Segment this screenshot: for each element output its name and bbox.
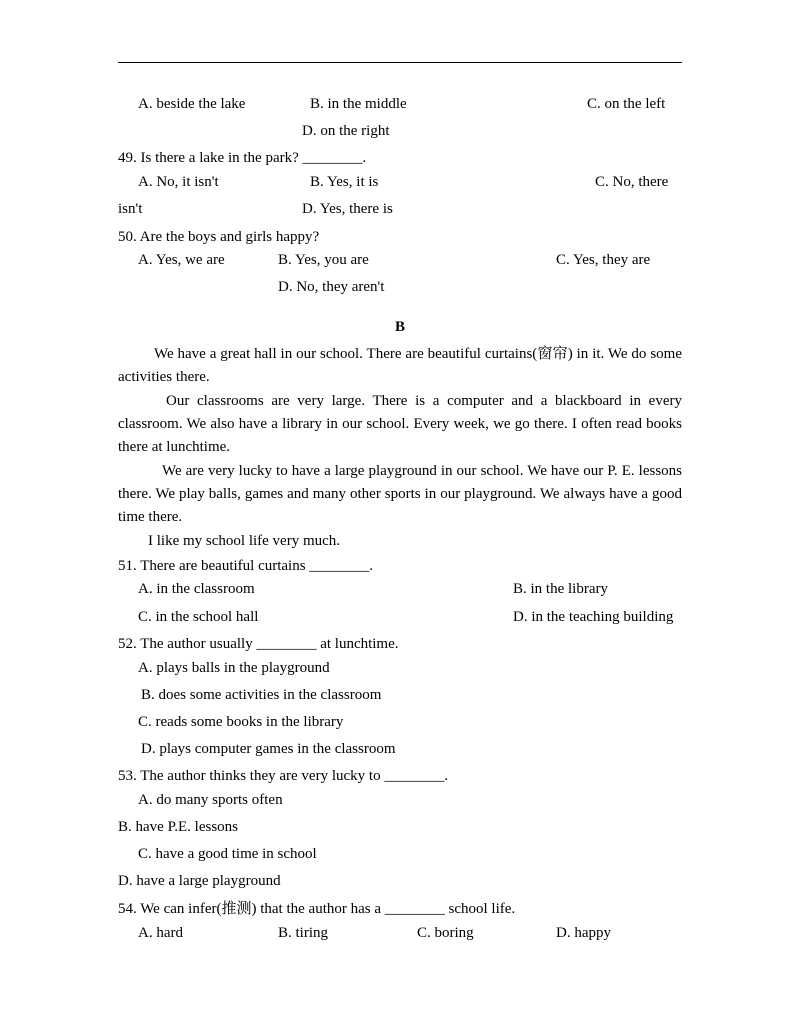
q49-option-c-continued: isn't: [118, 201, 143, 217]
q48-option-c: C. on the left: [587, 96, 666, 112]
q52-option-d: D. plays computer games in the classroom: [141, 741, 396, 757]
q49-option-d: D. Yes, there is: [302, 201, 393, 217]
q50-option-c: C. Yes, they are: [556, 252, 651, 268]
q51-option-c: C. in the school hall: [138, 609, 259, 625]
q50-option-b: B. Yes, you are: [278, 252, 369, 268]
q49-option-b: B. Yes, it is: [310, 174, 379, 190]
q54-stem: 54. We can infer(推测) that the author has a ________ school life.: [118, 901, 516, 917]
q50-option-a: A. Yes, we are: [138, 252, 225, 268]
q51-option-a: A. in the classroom: [138, 581, 255, 597]
passage-paragraph-2: Our classrooms are very large. There is a computer and a blackboard in every classroom. We also have a library in our school. Every week, we go there. I often read books there at lunchtime.: [118, 393, 682, 455]
q54-option-b: B. tiring: [278, 925, 329, 941]
header-rule: [118, 62, 682, 63]
q52-stem: 52. The author usually ________ at lunchtime.: [118, 636, 399, 652]
q54-option-c: C. boring: [417, 925, 474, 941]
q49-option-a: A. No, it isn't: [138, 174, 219, 190]
passage-paragraph-3: We are very lucky to have a large playground in our school. We have our P. E. lessons there. We play balls, games and many other sports in our playground. We always have a good time there.: [118, 463, 682, 525]
q53-stem: 53. The author thinks they are very lucky to ________.: [118, 768, 449, 784]
q53-option-a: A. do many sports often: [138, 792, 283, 808]
q52-option-a: A. plays balls in the playground: [138, 660, 330, 676]
passage-paragraph-1: We have a great hall in our school. There are beautiful curtains(窗帘) in it. We do some activities there.: [118, 346, 682, 385]
q50-stem: 50. Are the boys and girls happy?: [118, 229, 320, 245]
q53-option-b: B. have P.E. lessons: [118, 819, 238, 835]
q52-option-c: C. reads some books in the library: [138, 714, 344, 730]
q48-option-a: A. beside the lake: [138, 96, 246, 112]
q50-option-d: D. No, they aren't: [278, 279, 385, 295]
q51-stem: 51. There are beautiful curtains ________.: [118, 558, 374, 574]
q48-option-b: B. in the middle: [310, 96, 407, 112]
q51-option-b: B. in the library: [513, 581, 608, 597]
q54-option-d: D. happy: [556, 925, 611, 941]
q48-option-d: D. on the right: [302, 123, 390, 139]
q49-stem: 49. Is there a lake in the park? ________.: [118, 150, 367, 166]
q53-option-d: D. have a large playground: [118, 873, 281, 889]
q51-option-d: D. in the teaching building: [513, 609, 674, 625]
q52-option-b: B. does some activities in the classroom: [141, 687, 382, 703]
q53-option-c: C. have a good time in school: [138, 846, 317, 862]
q54-option-a: A. hard: [138, 925, 183, 941]
q49-option-c: C. No, there: [595, 174, 669, 190]
section-heading: B: [395, 319, 406, 335]
passage-paragraph-4: I like my school life very much.: [148, 533, 341, 549]
